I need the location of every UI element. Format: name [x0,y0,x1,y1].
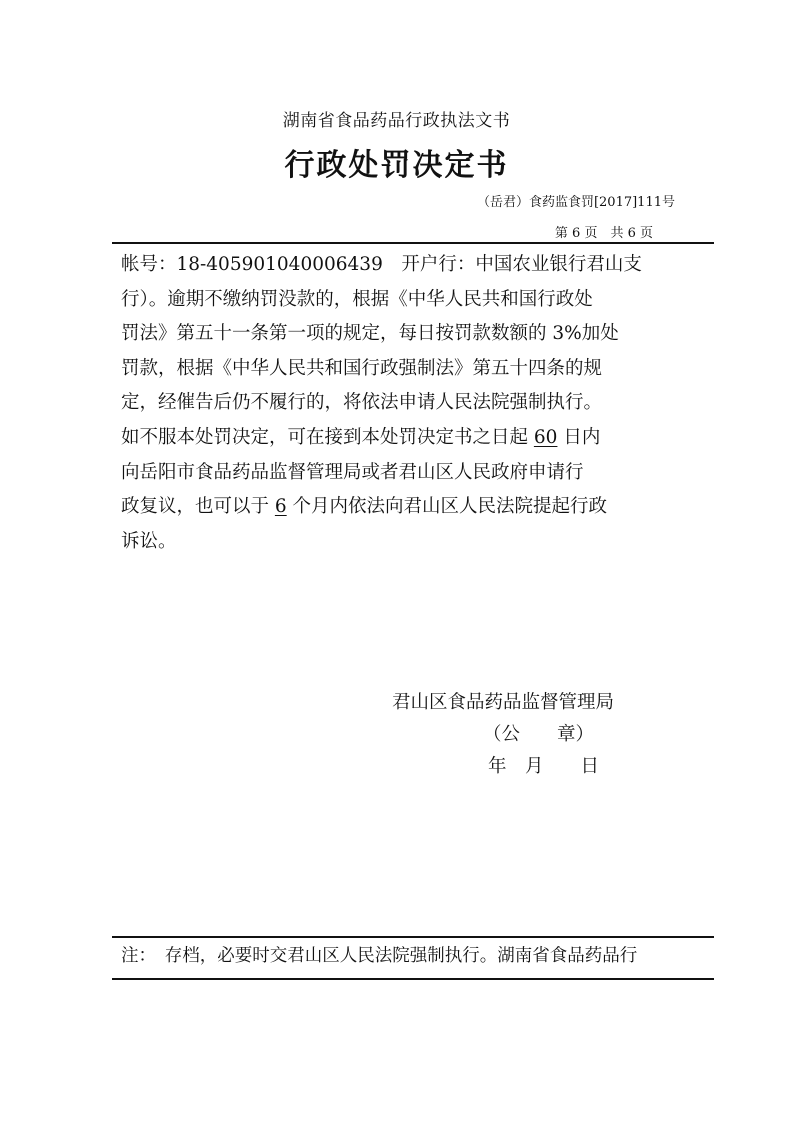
body-line: 行）。逾期不缴纳罚没款的，根据《中华人民共和国行政处 [121,288,593,310]
body-line: 罚款，根据《中华人民共和国行政强制法》第五十四条的规 [121,357,603,379]
body-line: 诉讼。 [121,530,177,552]
body-line: 向岳阳市食品药品监督管理局或者君山区人民政府申请行 [121,461,584,483]
issuing-agency: 君山区食品药品监督管理局 [392,692,615,713]
body-line-text: 个月内依法向君山区人民法院提起行政 [286,496,608,518]
signature-date: 年 月 日 [488,756,600,777]
decision-body-text [121,248,681,559]
body-line [121,421,681,456]
official-seal-label: （公 章） [483,724,595,745]
body-line: 定，经催告后仍不履行的，将依法申请人民法院强制执行。 [121,392,603,414]
body-line: 罚法》第五十一条第一项的规定，每日按罚款数额的 3%加处 [121,323,619,345]
header-divider [112,242,714,244]
document-series-title: 湖南省食品药品行政执法文书 [282,111,511,131]
body-line-text: 如不服本处罚决定，可在接到本处罚决定书之日起 [121,426,534,448]
document-number: （岳君）食药监食罚[2017]111号 [476,195,675,210]
body-line-text: 日内 [557,426,601,448]
page-indicator: 第 6 页 共 6 页 [554,226,653,241]
footer-divider-bottom [112,978,714,980]
appeal-days-value: 60 [533,426,558,448]
footer-divider-top [112,936,714,938]
body-line: 帐号：18-405901040006439 开户行：中国农业银行君山支 [121,254,642,275]
body-line [121,490,681,525]
footer-note: 注： 存档，必要时交君山区人民法院强制执行。湖南省食品药品行 [121,946,638,966]
page-title: 行政处罚决定书 [284,148,509,183]
lawsuit-months-value: 6 [274,496,287,518]
body-line-text: 政复议，也可以于 [121,496,275,518]
